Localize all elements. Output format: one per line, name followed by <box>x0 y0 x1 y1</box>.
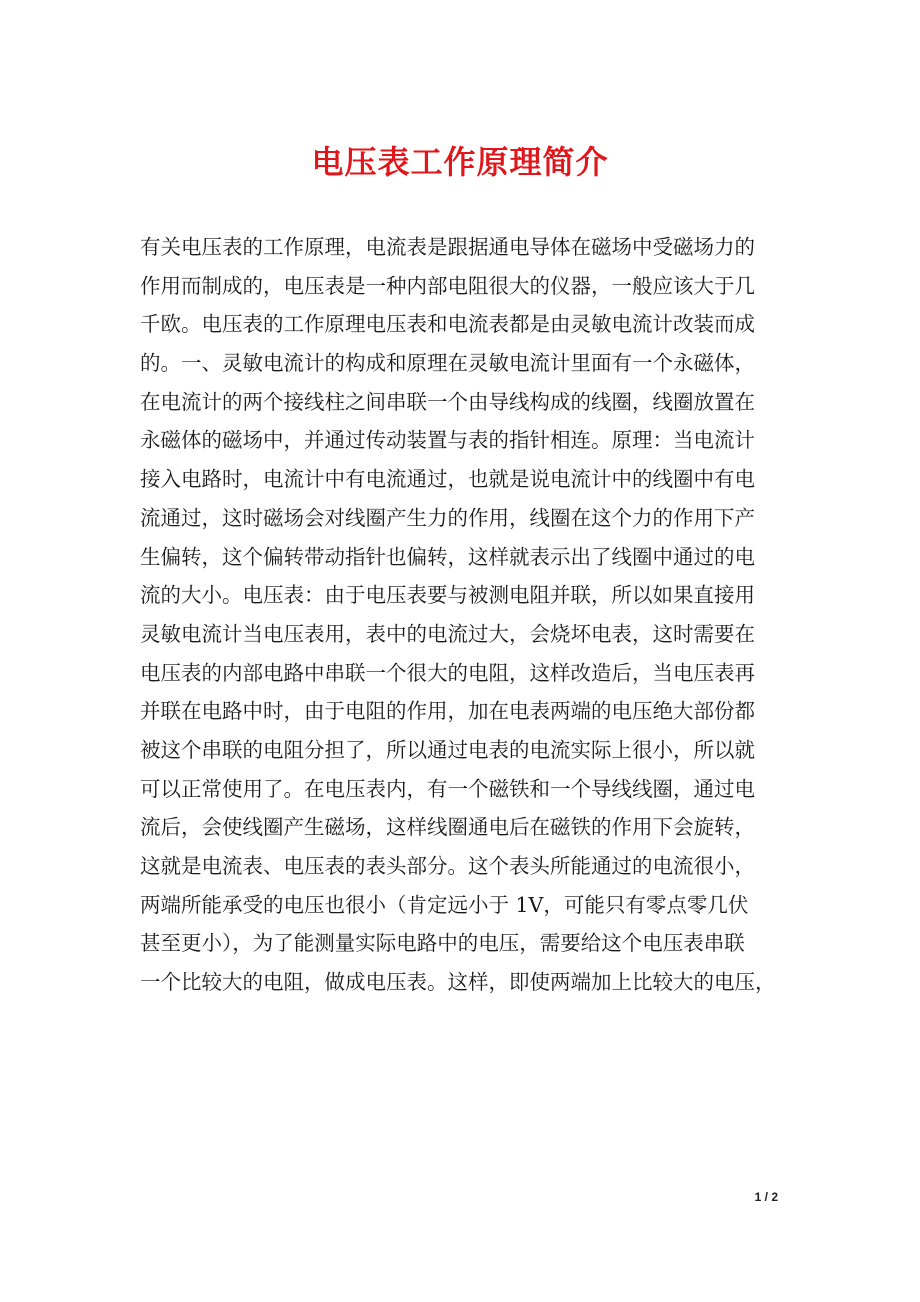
page-number: 1 / 2 <box>754 1190 778 1204</box>
text-line: 永磁体的磁场中，并通过传动装置与表的指针相连。原理：当电流计 <box>140 428 755 453</box>
text-line: 甚至更小），为了能测量实际电路中的电压，需要给这个电压表串联 <box>140 931 745 956</box>
text-line: 作用而制成的，电压表是一种内部电阻很大的仪器，一般应该大于几 <box>140 273 755 298</box>
text-line: 流通过，这时磁场会对线圈产生力的作用，线圈在这个力的作用下产 <box>140 505 755 530</box>
text-line: 千欧。电压表的工作原理电压表和电流表都是由灵敏电流计改装而成 <box>140 312 755 337</box>
text-line: 在电流计的两个接线柱之间串联一个由导线构成的线圈，线圈放置在 <box>140 389 755 414</box>
text-line: 流的大小。电压表：由于电压表要与被测电阻并联，所以如果直接用 <box>140 583 755 608</box>
text-line: 被这个串联的电阻分担了，所以通过电表的电流实际上很小，所以就 <box>140 737 755 762</box>
text-line: 可以正常使用了。在电压表内，有一个磁铁和一个导线线圈，通过电 <box>140 776 755 801</box>
document-title: 电压表工作原理简介 <box>311 143 609 181</box>
body-text <box>140 228 790 1002</box>
text-line: 流后，会使线圈产生磁场，这样线圈通电后在磁铁的作用下会旋转， <box>140 815 755 840</box>
text-line: 生偏转，这个偏转带动指针也偏转，这样就表示出了线圈中通过的电 <box>140 544 755 569</box>
text-line: 接入电路时，电流计中有电流通过，也就是说电流计中的线圈中有电 <box>140 467 755 492</box>
text-line: 一个比较大的电阻，做成电压表。这样，即使两端加上比较大的电压， <box>140 970 776 995</box>
text-line: 并联在电路中时，由于电阻的作用，加在电表两端的电压绝大部份都 <box>140 699 755 724</box>
text-line: 两端所能承受的电压也很小（肯定远小于 1V，可能只有零点零几伏 <box>140 892 749 917</box>
text-line: 灵敏电流计当电压表用，表中的电流过大，会烧坏电表，这时需要在 <box>140 621 755 646</box>
text-line: 有关电压表的工作原理，电流表是跟据通电导体在磁场中受磁场力的 <box>140 235 755 259</box>
text-line: 这就是电流表、电压表的表头部分。这个表头所能通过的电流很小， <box>140 854 755 878</box>
text-line: 的。一、灵敏电流计的构成和原理在灵敏电流计里面有一个永磁体， <box>140 351 755 376</box>
text-line: 电压表的内部电路中串联一个很大的电阻，这样改造后，当电压表再 <box>140 660 755 685</box>
